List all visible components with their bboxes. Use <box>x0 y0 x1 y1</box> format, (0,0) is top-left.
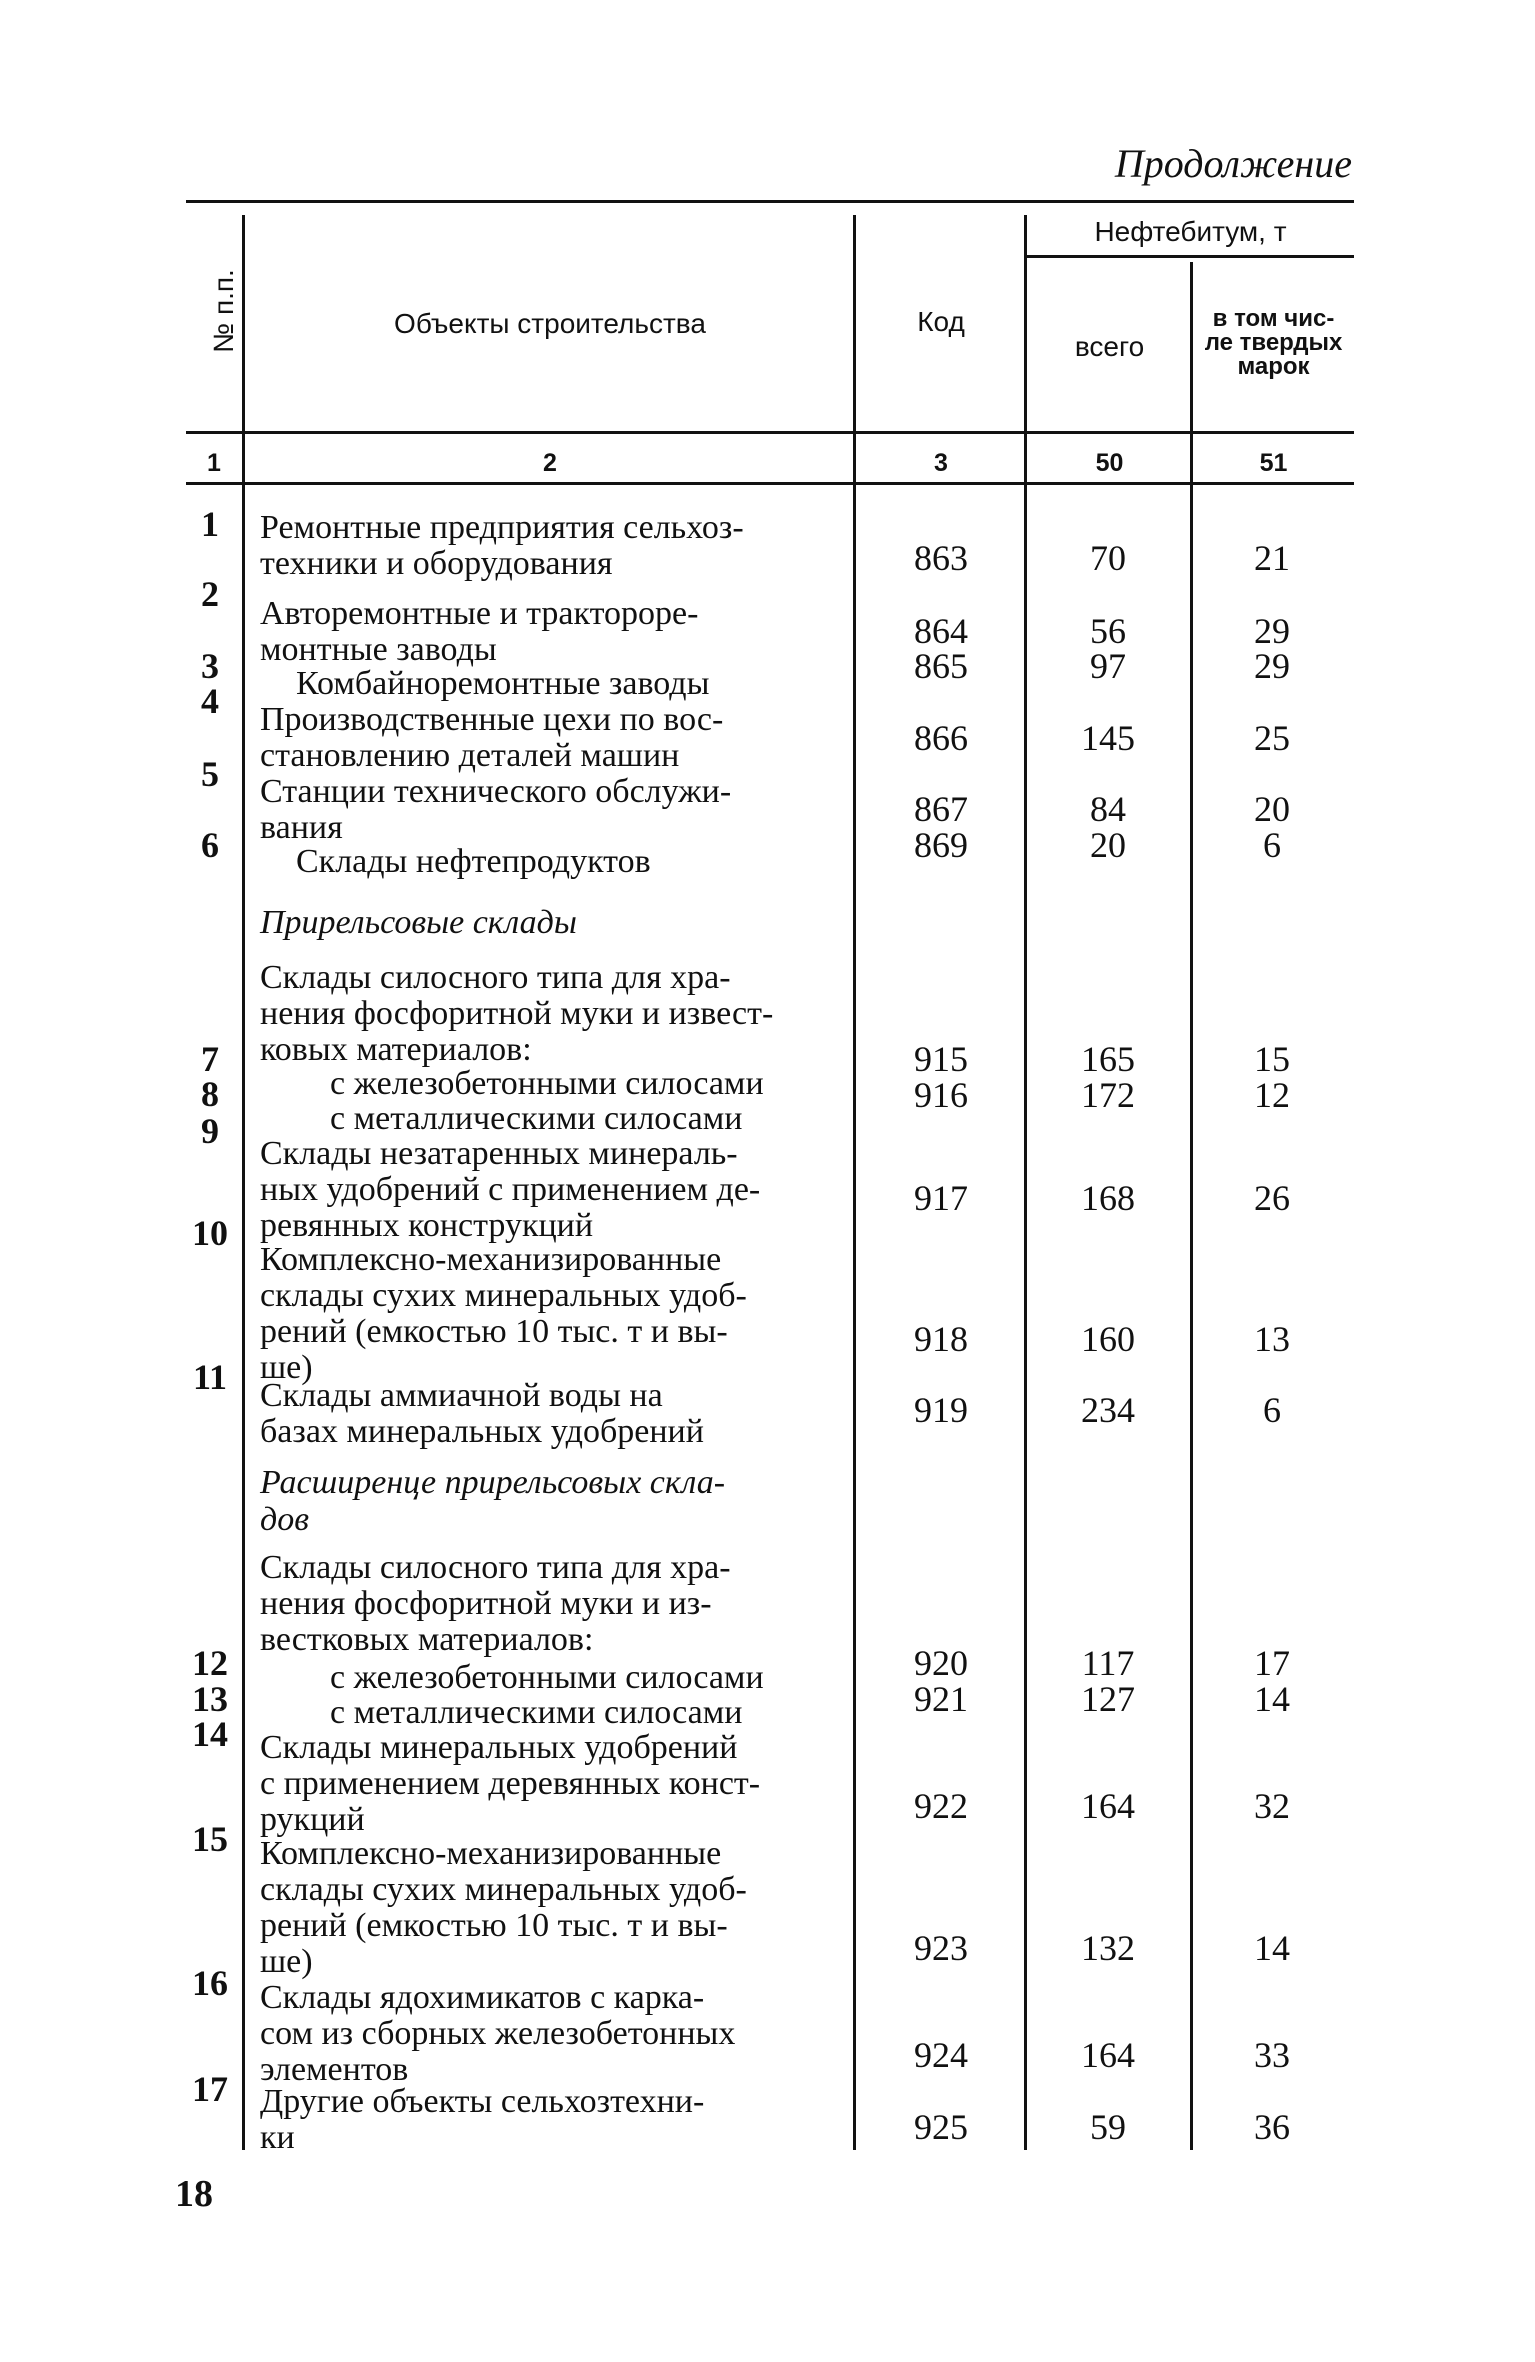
row-num: 1 <box>201 504 219 544</box>
row-total: 70 <box>1090 538 1126 578</box>
row-code: 863 <box>914 538 968 578</box>
row-hard: 20 <box>1254 789 1290 829</box>
row-code: 915 <box>914 1039 968 1079</box>
row-total: 145 <box>1081 718 1135 758</box>
header-objects: Объекты строительства <box>394 308 706 339</box>
row-total: 56 <box>1090 611 1126 651</box>
row-total: 168 <box>1081 1178 1135 1218</box>
row-hard: 36 <box>1254 2107 1290 2147</box>
row-code: 919 <box>914 1390 968 1430</box>
row-desc: с металлическими силосами <box>330 1694 743 1731</box>
row-desc: с металлическими силосами <box>330 1100 743 1137</box>
section-title: Расширенце прирельсовых скла- дов <box>260 1464 726 1538</box>
row-hard: 14 <box>1254 1679 1290 1719</box>
row-code: 917 <box>914 1178 968 1218</box>
row-total: 165 <box>1081 1039 1135 1079</box>
header-code: Код <box>917 306 965 337</box>
page-number: 18 <box>175 2173 213 2215</box>
row-code: 920 <box>914 1643 968 1683</box>
row-code: 925 <box>914 2107 968 2147</box>
row-desc: Станции технического обслужи- вания <box>260 773 732 846</box>
header-bitumen: Нефтебитум, т <box>1094 216 1287 247</box>
colnum-1: 1 <box>207 449 221 477</box>
row-total: 172 <box>1081 1075 1135 1115</box>
row-num: 2 <box>201 574 219 614</box>
row-hard: 29 <box>1254 646 1290 686</box>
row-hard: 25 <box>1254 718 1290 758</box>
row-hard: 29 <box>1254 611 1290 651</box>
colnum-51: 51 <box>1259 449 1288 477</box>
row-desc: Склады незатаренных минераль- ных удобрений с применением де- ревянных конструкций <box>260 1135 761 1244</box>
row-hard: 12 <box>1254 1075 1290 1115</box>
header-bottom-rule <box>186 431 1354 434</box>
row-num: 5 <box>201 754 219 794</box>
row-num: 6 <box>201 825 219 865</box>
column-number-rule <box>186 482 1354 485</box>
row-code: 924 <box>914 2035 968 2075</box>
row-num: 14 <box>192 1714 228 1754</box>
row-code: 865 <box>914 646 968 686</box>
row-total: 234 <box>1081 1390 1135 1430</box>
row-code: 918 <box>914 1319 968 1359</box>
section-title: Прирельсовые склады <box>260 904 577 941</box>
row-hard: 21 <box>1254 538 1290 578</box>
row-total: 20 <box>1090 825 1126 865</box>
row-num: 13 <box>192 1679 228 1719</box>
colnum-2: 2 <box>543 449 557 477</box>
row-num: 17 <box>192 2069 228 2109</box>
row-code: 916 <box>914 1075 968 1115</box>
row-total: 117 <box>1081 1643 1135 1683</box>
row-num: 12 <box>192 1643 228 1683</box>
row-total: 132 <box>1081 1928 1135 1968</box>
row-desc: Ремонтные предприятия сельхоз- техники и оборудования <box>260 509 744 582</box>
row-desc: Склады минеральных удобрений с применением деревянных конст- рукций <box>260 1729 761 1838</box>
row-num: 9 <box>201 1111 219 1151</box>
row-total: 164 <box>1081 1786 1135 1826</box>
row-code: 866 <box>914 718 968 758</box>
row-hard: 33 <box>1254 2035 1290 2075</box>
row-hard: 13 <box>1254 1319 1290 1359</box>
row-num: 8 <box>201 1074 219 1114</box>
row-desc: Склады аммиачной воды на базах минеральных удобрений <box>260 1377 704 1450</box>
row-desc: Склады нефтепродуктов <box>296 843 651 880</box>
colnum-50: 50 <box>1095 449 1124 477</box>
colnum-3: 3 <box>934 449 948 477</box>
row-total: 160 <box>1081 1319 1135 1359</box>
row-desc: Другие объекты сельхозтехни- ки <box>260 2083 705 2156</box>
row-num: 11 <box>192 1357 227 1397</box>
row-hard: 15 <box>1254 1039 1290 1079</box>
row-hard: 14 <box>1254 1928 1290 1968</box>
row-desc: Комплексно-механизированные склады сухих минеральных удоб- рений (емкостью 10 тыс. т и вы- ше) <box>260 1835 747 1980</box>
row-desc: Склады ядохимикатов с карка- сом из сборных железобетонных элементов <box>260 1979 736 2088</box>
row-desc: с железобетонными силосами <box>330 1659 764 1696</box>
header-num: № п.п. <box>208 269 239 353</box>
row-desc: с железобетонными силосами <box>330 1065 764 1102</box>
table-top-rule <box>186 200 1354 203</box>
header-hard: в том чис- ле твердых марок <box>1204 305 1343 380</box>
bitumen-group-rule <box>1027 255 1354 258</box>
row-total: 164 <box>1081 2035 1135 2075</box>
row-code: 922 <box>914 1786 968 1826</box>
row-num: 7 <box>201 1039 219 1079</box>
row-total: 59 <box>1090 2107 1126 2147</box>
row-num: 16 <box>192 1963 228 2003</box>
row-num: 15 <box>192 1819 228 1859</box>
row-hard: 17 <box>1254 1643 1290 1683</box>
row-desc: Производственные цехи по вос- становлению деталей машин <box>260 701 724 774</box>
row-code: 923 <box>914 1928 968 1968</box>
row-hard: 26 <box>1254 1178 1290 1218</box>
row-code: 921 <box>914 1679 968 1719</box>
row-total: 84 <box>1090 789 1126 829</box>
row-code: 867 <box>914 789 968 829</box>
row-desc: Комбайноремонтные заводы <box>296 665 710 702</box>
section-intro: Склады силосного типа для хра- нения фосфоритной муки и извест- ковых материалов: <box>260 959 774 1068</box>
row-desc: Авторемонтные и тракторорe- монтные заводы <box>260 595 699 668</box>
row-hard: 32 <box>1254 1786 1290 1826</box>
header-total: всего <box>1074 331 1145 362</box>
row-total: 97 <box>1090 646 1126 686</box>
row-num: 3 <box>201 646 219 686</box>
row-num: 10 <box>192 1213 228 1253</box>
row-desc: Комплексно-механизированные склады сухих минеральных удоб- рений (емкостью 10 тыс. т и вы- ше) <box>260 1241 747 1386</box>
row-code: 864 <box>914 611 968 651</box>
row-num: 4 <box>201 681 219 721</box>
section-intro: Склады силосного типа для хра- нения фосфоритной муки и из- вестковых материалов: <box>260 1549 731 1658</box>
row-code: 869 <box>914 825 968 865</box>
row-hard: 6 <box>1263 825 1281 865</box>
row-total: 127 <box>1081 1679 1135 1719</box>
continuation-label: Продолжение <box>1114 141 1352 186</box>
row-hard: 6 <box>1263 1390 1281 1430</box>
